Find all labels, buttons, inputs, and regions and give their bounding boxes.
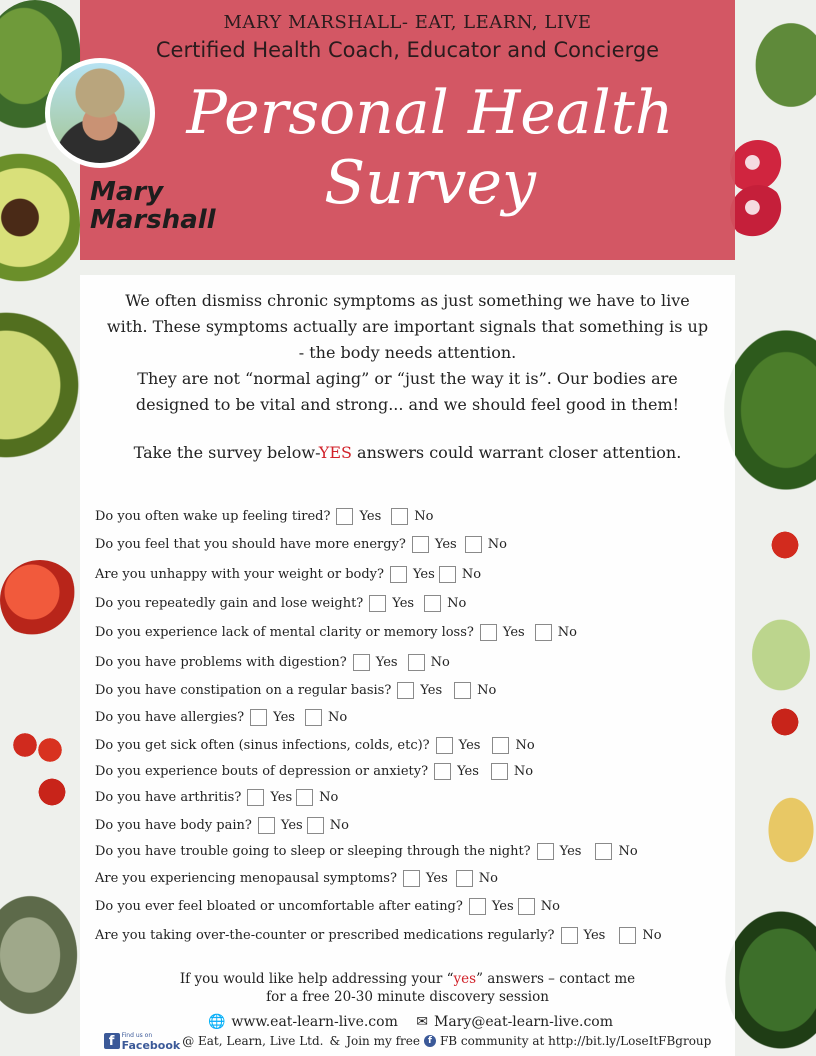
yes-label: Yes — [559, 843, 582, 859]
radish-image — [730, 185, 786, 241]
no-option[interactable] — [492, 737, 534, 754]
website-link[interactable]: www.eat-learn-live.com — [231, 1014, 398, 1030]
yes-label: Yes — [375, 654, 398, 670]
no-option[interactable] — [491, 763, 533, 780]
yes-label: Yes — [270, 789, 293, 805]
survey-question-row — [95, 505, 437, 527]
no-option[interactable] — [439, 566, 481, 583]
no-option[interactable] — [535, 624, 577, 641]
intro-line: We often dismiss chronic symptoms as just something we have to live — [125, 291, 690, 310]
question-text: Are you experiencing menopausal symptoms? — [95, 870, 397, 886]
no-label: No — [642, 927, 662, 943]
question-text: Are you taking over-the-counter or prescribed medications regularly? — [95, 927, 555, 943]
no-label: No — [319, 789, 339, 805]
yes-option[interactable] — [363, 595, 414, 612]
question-text: Do you have trouble going to sleep or sleeping through the night? — [95, 843, 531, 859]
no-checkbox[interactable] — [619, 927, 636, 944]
signature-first-name: Mary — [90, 177, 164, 207]
leafy-greens-image — [736, 0, 816, 130]
survey-question-row — [95, 760, 537, 782]
yes-label: Yes — [502, 624, 525, 640]
no-option[interactable] — [456, 870, 498, 887]
no-option[interactable] — [619, 927, 661, 944]
survey-question-row — [95, 895, 564, 917]
brand-name: MARY MARSHALL- EAT, LEARN, LIVE — [223, 12, 592, 33]
no-label: No — [329, 817, 349, 833]
instruction-highlight: YES — [318, 443, 352, 462]
survey-question-row — [95, 867, 502, 889]
yes-option[interactable] — [430, 737, 481, 754]
facebook-badge[interactable] — [104, 1032, 181, 1051]
no-option[interactable] — [408, 654, 450, 671]
yes-checkbox[interactable] — [403, 870, 420, 887]
yes-option[interactable] — [406, 536, 457, 553]
yes-label: Yes — [392, 595, 415, 611]
closing-highlight: yes — [453, 971, 477, 987]
yes-checkbox[interactable] — [247, 789, 264, 806]
yes-option[interactable] — [397, 870, 448, 887]
yes-label: Yes — [583, 927, 606, 943]
yes-label: Yes — [491, 898, 514, 914]
survey-question-row — [95, 651, 454, 673]
title-line-1: Personal Health — [186, 78, 674, 148]
facebook-badge-small: Find us on — [121, 1031, 153, 1039]
no-checkbox[interactable] — [595, 843, 612, 860]
yes-option[interactable] — [347, 654, 398, 671]
yes-option[interactable] — [531, 843, 582, 860]
no-checkbox[interactable] — [296, 789, 313, 806]
yes-label: Yes — [359, 508, 382, 524]
coach-photo-avatar — [45, 58, 155, 168]
closing-message — [95, 970, 720, 1006]
question-text: Do you get sick often (sinus infections, colds, etc)? — [95, 737, 430, 753]
no-label: No — [327, 709, 348, 725]
instruction-text: answers could warrant closer attention. — [351, 443, 682, 462]
intro-line: designed to be vital and strong... and we should feel good in them! — [135, 395, 680, 414]
survey-instruction — [95, 443, 720, 462]
no-checkbox[interactable] — [535, 624, 552, 641]
no-label: No — [478, 870, 498, 886]
question-text: Do you ever feel bloated or uncomfortable after eating? — [95, 898, 463, 914]
survey-question-row — [95, 734, 539, 756]
yes-label: Yes — [457, 763, 479, 779]
yes-option[interactable] — [241, 789, 292, 806]
facebook-group-link[interactable]: FB community at http://bit.ly/LoseItFBgroup — [439, 1034, 712, 1048]
cherry-tomato-image — [768, 528, 802, 562]
no-option[interactable] — [595, 843, 637, 860]
question-text: Do you repeatedly gain and lose weight? — [95, 595, 364, 611]
no-checkbox[interactable] — [454, 682, 471, 699]
artichoke-image — [0, 880, 90, 1030]
no-option[interactable] — [296, 789, 338, 806]
yes-option[interactable] — [463, 898, 514, 915]
instruction-text: Take the survey below- — [133, 443, 319, 462]
email-link[interactable]: Mary@eat-learn-live.com — [434, 1014, 613, 1030]
yes-label: Yes — [280, 817, 303, 833]
credential-subtitle: Certified Health Coach, Educator and Concierge — [155, 38, 660, 62]
yes-checkbox[interactable] — [397, 682, 414, 699]
yes-label: Yes — [273, 709, 295, 725]
no-label: No — [430, 654, 450, 670]
signature-last-name: Marshall — [90, 205, 216, 235]
yes-checkbox[interactable] — [561, 927, 578, 944]
no-checkbox[interactable] — [424, 595, 441, 612]
signature — [90, 178, 240, 234]
question-text: Do you experience lack of mental clarity or memory loss? — [95, 624, 474, 640]
yes-label: Yes — [425, 870, 448, 886]
tomato-image — [0, 560, 80, 640]
survey-question-row — [95, 563, 485, 585]
no-checkbox[interactable] — [456, 870, 473, 887]
survey-question-row — [95, 621, 581, 643]
no-checkbox[interactable] — [408, 654, 425, 671]
no-checkbox[interactable] — [492, 737, 509, 754]
yes-option[interactable] — [555, 927, 606, 944]
yes-checkbox[interactable] — [434, 763, 451, 780]
no-checkbox[interactable] — [465, 536, 482, 553]
survey-question-row — [95, 924, 666, 946]
intro-paragraph — [95, 288, 720, 418]
closing-text: ” answers – contact me — [476, 971, 636, 987]
yes-option[interactable] — [391, 682, 442, 699]
yes-option[interactable] — [384, 566, 435, 583]
join-text: Join my free — [346, 1034, 420, 1048]
question-text: Do you have arthritis? — [95, 789, 242, 805]
intro-line: - the body needs attention. — [298, 343, 517, 362]
no-label: No — [414, 508, 434, 524]
no-label: No — [477, 682, 497, 698]
survey-question-row — [95, 706, 351, 728]
yes-label: Yes — [458, 737, 481, 753]
question-text: Are you unhappy with your weight or body? — [95, 566, 384, 582]
intro-line: They are not “normal aging” or “just the way it is”. Our bodies are — [137, 369, 678, 388]
no-option[interactable] — [518, 898, 560, 915]
question-text: Do you feel that you should have more energy? — [95, 536, 406, 552]
facebook-page-link[interactable]: @ Eat, Learn, Live Ltd. — [182, 1034, 324, 1048]
no-label: No — [487, 536, 507, 552]
question-text: Do you have problems with digestion? — [95, 654, 347, 670]
mail-icon: ✉ — [416, 1014, 429, 1030]
yes-checkbox[interactable] — [412, 536, 429, 553]
yes-label: Yes — [434, 536, 457, 552]
question-text: Do you have body pain? — [95, 817, 252, 833]
celery-image — [736, 600, 816, 710]
question-text: Do you experience bouts of depression or anxiety? — [95, 763, 429, 779]
avocado-half-image — [0, 300, 90, 470]
facebook-badge-big: Facebook — [121, 1038, 181, 1052]
title-line-2: Survey — [324, 148, 536, 218]
survey-question-row — [95, 814, 353, 836]
yes-checkbox[interactable] — [390, 566, 407, 583]
no-checkbox[interactable] — [518, 898, 535, 915]
yes-label: Yes — [412, 566, 435, 582]
question-text: Do you often wake up feeling tired? — [95, 508, 331, 524]
no-label: No — [557, 624, 577, 640]
no-label: No — [618, 843, 638, 859]
yes-option[interactable] — [244, 709, 295, 726]
no-option[interactable] — [424, 595, 466, 612]
yes-option[interactable] — [474, 624, 525, 641]
facebook-row — [95, 1031, 720, 1051]
yes-checkbox[interactable] — [537, 843, 554, 860]
intro-line: with. These symptoms actually are important signals that something is up — [106, 317, 709, 336]
survey-question-row — [95, 533, 511, 555]
no-label: No — [447, 595, 467, 611]
yes-option[interactable] — [252, 817, 303, 834]
yes-option[interactable] — [330, 508, 381, 525]
survey-question-row — [95, 840, 642, 862]
yes-option[interactable] — [428, 763, 479, 780]
no-label: No — [513, 763, 534, 779]
no-label: No — [461, 566, 482, 582]
facebook-logo-icon: f — [104, 1033, 120, 1049]
no-checkbox[interactable] — [439, 566, 456, 583]
yes-checkbox[interactable] — [353, 654, 370, 671]
globe-icon: 🌐 — [207, 1014, 226, 1030]
cherry-tomato-image — [35, 775, 69, 809]
survey-question-row — [95, 786, 342, 808]
no-option[interactable] — [305, 709, 347, 726]
yes-checkbox[interactable] — [469, 898, 486, 915]
yes-checkbox[interactable] — [250, 709, 267, 726]
no-label: No — [515, 737, 535, 753]
closing-line-2: for a free 20-30 minute discovery session — [266, 989, 549, 1005]
yes-checkbox[interactable] — [336, 508, 353, 525]
yes-checkbox[interactable] — [258, 817, 275, 834]
no-label: No — [540, 898, 560, 914]
no-checkbox[interactable] — [391, 508, 408, 525]
no-option[interactable] — [391, 508, 433, 525]
yes-label: Yes — [420, 682, 443, 698]
no-checkbox[interactable] — [307, 817, 324, 834]
yes-checkbox[interactable] — [436, 737, 453, 754]
question-text: Do you have constipation on a regular basis? — [95, 682, 392, 698]
cherry-tomato-image — [768, 705, 802, 739]
contact-row — [95, 1014, 720, 1030]
no-option[interactable] — [454, 682, 496, 699]
no-checkbox[interactable] — [491, 763, 508, 780]
cherry-tomato-image — [35, 735, 65, 765]
ampersand-text: & — [329, 1034, 341, 1048]
avocado-image — [0, 150, 80, 300]
no-option[interactable] — [465, 536, 507, 553]
no-option[interactable] — [307, 817, 349, 834]
yes-checkbox[interactable] — [369, 595, 386, 612]
yes-checkbox[interactable] — [480, 624, 497, 641]
no-checkbox[interactable] — [305, 709, 322, 726]
survey-question-row — [95, 592, 470, 614]
corn-image — [756, 780, 816, 880]
survey-question-row — [95, 679, 500, 701]
closing-text: If you would like help addressing your “ — [179, 971, 454, 987]
question-text: Do you have allergies? — [95, 709, 245, 725]
facebook-circle-icon: f — [424, 1035, 436, 1047]
